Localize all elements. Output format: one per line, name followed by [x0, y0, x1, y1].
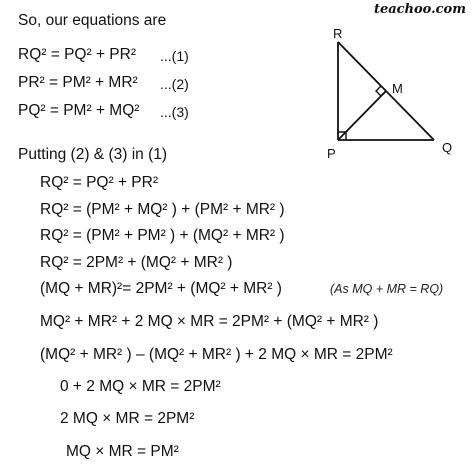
- equation-2: PR² = PM² + MR²: [18, 74, 138, 91]
- watermark-logo: teachoo.com: [373, 2, 466, 17]
- step-3: RQ² = (PM² + PM² ) + (MQ² + MR² ): [40, 227, 285, 244]
- equation-3: PQ² = PM² + MQ²: [18, 102, 140, 119]
- step-2: RQ² = (PM² + MQ² ) + (PM² + MR² ): [40, 201, 285, 218]
- vertex-label-p: P: [327, 146, 336, 161]
- step-1: RQ² = PQ² + PR²: [40, 174, 158, 191]
- step-7: (MQ² + MR² ) – (MQ² + MR² ) + 2 MQ × MR = 2PM²: [40, 346, 393, 363]
- vertex-label-m: M: [392, 81, 403, 96]
- step-10: MQ × MR = PM²: [66, 443, 179, 460]
- step-4: RQ² = 2PM² + (MQ² + MR² ): [40, 254, 233, 271]
- step-8: 0 + 2 MQ × MR = 2PM²: [60, 378, 221, 395]
- step-5: (MQ + MR)²= 2PM² + (MQ² + MR² ): [40, 280, 282, 297]
- equation-1: RQ² = PQ² + PR²: [18, 46, 136, 63]
- intro-text: So, our equations are: [18, 12, 167, 29]
- equation-1-tag: ...(1): [160, 48, 189, 64]
- side-note: (As MQ + MR = RQ): [330, 282, 444, 296]
- step-6: MQ² + MR² + 2 MQ × MR = 2PM² + (MQ² + MR² ): [40, 313, 379, 330]
- vertex-label-q: Q: [442, 140, 453, 155]
- equation-3-tag: ...(3): [160, 104, 189, 120]
- step-9: 2 MQ × MR = 2PM²: [60, 410, 195, 427]
- equation-2-tag: ...(2): [160, 76, 189, 92]
- right-angle-mark-m: [376, 86, 386, 96]
- vertex-label-r: R: [333, 26, 343, 41]
- putting-heading: Putting (2) & (3) in (1): [18, 146, 168, 163]
